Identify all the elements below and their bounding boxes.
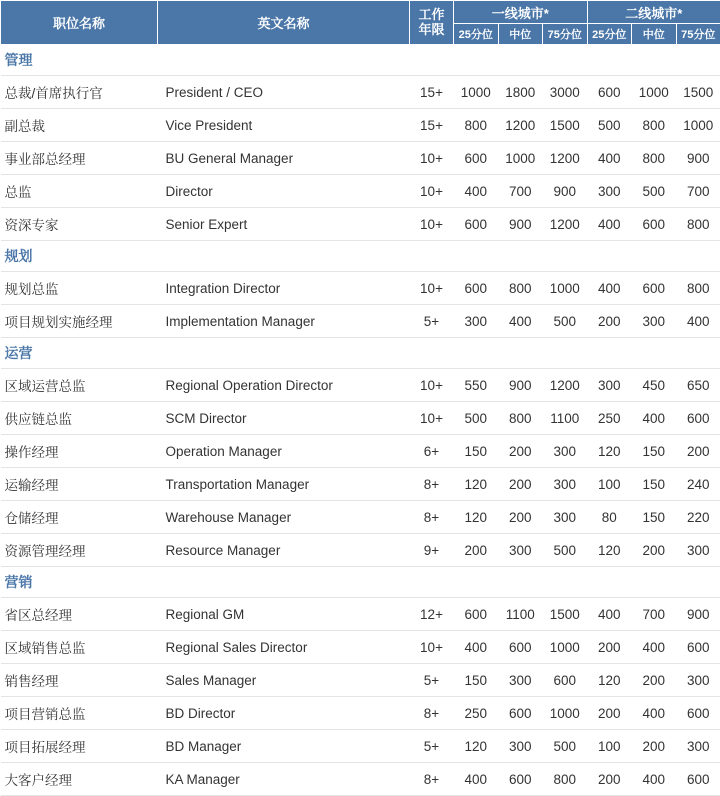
tier2-p50: 400 [632,697,677,730]
tier1-p25: 120 [454,730,499,763]
work-years: 10+ [410,402,454,435]
tier2-p25: 200 [587,763,632,796]
table-row [1,468,720,501]
tier2-p75: 800 [676,272,720,305]
tier1-p50: 1000 [498,142,543,175]
tier2-p75: 200 [676,435,720,468]
work-years: 15+ [410,109,454,142]
job-title-en: BD Director [158,697,410,730]
table-row [1,76,720,109]
tier1-p75: 300 [543,501,588,534]
work-years: 10+ [410,142,454,175]
tier2-p75: 600 [676,763,720,796]
group-header-row [1,45,720,76]
tier2-p25: 400 [587,598,632,631]
table-row [1,763,720,796]
tier2-p25: 100 [587,730,632,763]
tier2-p75: 900 [676,142,720,175]
column-header-tier2-p25: 25分位 [587,24,632,45]
table-row [1,697,720,730]
tier2-p75: 600 [676,402,720,435]
tier2-p75: 300 [676,664,720,697]
tier2-p25: 120 [587,435,632,468]
job-title-en: Sales Manager [158,664,410,697]
column-header-job-title-en: 英文名称 [158,1,410,45]
tier2-p75: 400 [676,305,720,338]
job-title-cn: 项目营销总监 [1,697,158,730]
column-header-tier1-p75: 75分位 [543,24,588,45]
work-years: 5+ [410,730,454,763]
tier1-p50: 900 [498,369,543,402]
tier2-p50: 300 [632,305,677,338]
table-row [1,534,720,567]
table-row [1,208,720,241]
tier1-p25: 600 [454,142,499,175]
job-title-en: Warehouse Manager [158,501,410,534]
tier2-p75: 650 [676,369,720,402]
job-title-cn: 项目拓展经理 [1,730,158,763]
job-title-en: BD Manager [158,730,410,763]
table-row [1,598,720,631]
work-years: 5+ [410,305,454,338]
column-header-tier1-city: 一线城市* [454,1,588,24]
job-title-cn: 供应链总监 [1,402,158,435]
tier1-p25: 400 [454,763,499,796]
tier2-p25: 80 [587,501,632,534]
tier1-p75: 1000 [543,272,588,305]
work-years: 5+ [410,664,454,697]
table-header [1,1,720,45]
table-row [1,142,720,175]
tier2-p50: 150 [632,435,677,468]
tier2-p25: 300 [587,175,632,208]
group-header-row [1,338,720,369]
job-title-cn: 区域运营总监 [1,369,158,402]
tier1-p75: 300 [543,468,588,501]
tier2-p75: 800 [676,208,720,241]
tier2-p50: 200 [632,730,677,763]
tier1-p25: 600 [454,208,499,241]
tier1-p50: 300 [498,730,543,763]
tier2-p75: 600 [676,631,720,664]
job-title-cn: 销售经理 [1,664,158,697]
tier1-p25: 150 [454,664,499,697]
job-title-en: President / CEO [158,76,410,109]
work-years-line1: 工作 [418,7,444,22]
work-years: 8+ [410,468,454,501]
work-years: 10+ [410,272,454,305]
job-title-en: Senior Expert [158,208,410,241]
tier1-p50: 900 [498,208,543,241]
tier1-p75: 500 [543,730,588,763]
work-years: 8+ [410,697,454,730]
tier2-p50: 400 [632,631,677,664]
tier1-p50: 600 [498,697,543,730]
work-years: 10+ [410,175,454,208]
tier2-p75: 1000 [676,109,720,142]
tier1-p75: 1100 [543,402,588,435]
column-header-job-title-cn: 职位名称 [1,1,158,45]
job-title-en: Vice President [158,109,410,142]
tier1-p50: 200 [498,501,543,534]
tier1-p50: 1800 [498,76,543,109]
job-title-en: SCM Director [158,402,410,435]
group-label: 规划 [1,241,720,272]
tier2-p75: 1500 [676,76,720,109]
tier2-p50: 500 [632,175,677,208]
tier2-p25: 400 [587,208,632,241]
tier1-p50: 300 [498,534,543,567]
group-header-row [1,567,720,598]
tier2-p25: 200 [587,305,632,338]
work-years: 8+ [410,763,454,796]
group-label: 管理 [1,45,720,76]
tier1-p25: 200 [454,534,499,567]
job-title-en: Integration Director [158,272,410,305]
tier2-p25: 300 [587,369,632,402]
tier2-p25: 200 [587,631,632,664]
tier1-p25: 250 [454,697,499,730]
tier1-p50: 800 [498,402,543,435]
tier2-p75: 300 [676,730,720,763]
tier1-p75: 1200 [543,208,588,241]
table-row [1,175,720,208]
job-title-cn: 区域销售总监 [1,631,158,664]
group-label: 营销 [1,567,720,598]
tier2-p75: 300 [676,534,720,567]
tier2-p50: 200 [632,534,677,567]
tier1-p25: 400 [454,631,499,664]
job-title-en: KA Manager [158,763,410,796]
tier2-p25: 400 [587,142,632,175]
table-row [1,631,720,664]
tier2-p50: 800 [632,109,677,142]
job-title-cn: 项目规划实施经理 [1,305,158,338]
tier1-p25: 800 [454,109,499,142]
tier2-p75: 240 [676,468,720,501]
group-label: 运营 [1,338,720,369]
tier1-p50: 200 [498,435,543,468]
tier1-p75: 300 [543,435,588,468]
tier2-p25: 120 [587,664,632,697]
tier1-p50: 600 [498,631,543,664]
tier1-p50: 700 [498,175,543,208]
table-row [1,272,720,305]
tier1-p75: 500 [543,534,588,567]
job-title-cn: 事业部总经理 [1,142,158,175]
tier2-p50: 150 [632,468,677,501]
tier2-p25: 200 [587,697,632,730]
tier1-p75: 1200 [543,142,588,175]
column-header-tier2-p75: 75分位 [676,24,720,45]
table-row [1,402,720,435]
column-header-tier2-city: 二线城市* [587,1,720,24]
job-title-cn: 大客户经理 [1,763,158,796]
tier2-p25: 500 [587,109,632,142]
job-title-cn: 总监 [1,175,158,208]
tier2-p75: 700 [676,175,720,208]
job-title-en: Regional Operation Director [158,369,410,402]
job-title-en: Director [158,175,410,208]
tier1-p25: 500 [454,402,499,435]
tier1-p50: 1200 [498,109,543,142]
tier1-p25: 120 [454,501,499,534]
group-header-row [1,241,720,272]
job-title-cn: 运输经理 [1,468,158,501]
tier1-p75: 1200 [543,369,588,402]
job-title-cn: 副总裁 [1,109,158,142]
job-title-en: Regional GM [158,598,410,631]
tier1-p75: 1000 [543,697,588,730]
tier1-p25: 400 [454,175,499,208]
work-years: 10+ [410,369,454,402]
job-title-en: Transportation Manager [158,468,410,501]
job-title-en: BU General Manager [158,142,410,175]
job-title-cn: 省区总经理 [1,598,158,631]
tier1-p75: 1500 [543,598,588,631]
work-years: 10+ [410,208,454,241]
tier1-p50: 200 [498,468,543,501]
job-title-cn: 规划总监 [1,272,158,305]
tier2-p25: 600 [587,76,632,109]
tier2-p75: 220 [676,501,720,534]
tier2-p50: 1000 [632,76,677,109]
table-row [1,369,720,402]
work-years: 12+ [410,598,454,631]
tier2-p50: 400 [632,402,677,435]
column-header-tier1-p50: 中位 [498,24,543,45]
table-row [1,664,720,697]
tier1-p50: 800 [498,272,543,305]
table-row [1,435,720,468]
tier1-p75: 1000 [543,631,588,664]
tier1-p75: 600 [543,664,588,697]
tier1-p50: 600 [498,763,543,796]
work-years: 9+ [410,534,454,567]
job-title-en: Operation Manager [158,435,410,468]
table-row [1,501,720,534]
job-title-en: Regional Sales Director [158,631,410,664]
job-title-cn: 操作经理 [1,435,158,468]
table-row [1,730,720,763]
work-years: 15+ [410,76,454,109]
tier2-p50: 600 [632,208,677,241]
tier2-p25: 400 [587,272,632,305]
tier1-p75: 500 [543,305,588,338]
tier1-p50: 400 [498,305,543,338]
tier1-p50: 300 [498,664,543,697]
work-years: 6+ [410,435,454,468]
column-header-tier1-p25: 25分位 [454,24,499,45]
tier2-p75: 600 [676,697,720,730]
tier1-p25: 300 [454,305,499,338]
work-years: 8+ [410,501,454,534]
job-title-en: Implementation Manager [158,305,410,338]
tier2-p50: 400 [632,763,677,796]
job-title-cn: 资源管理经理 [1,534,158,567]
tier1-p50: 1100 [498,598,543,631]
tier2-p25: 120 [587,534,632,567]
job-title-en: Resource Manager [158,534,410,567]
work-years-line2: 年限 [418,22,444,37]
tier1-p75: 1500 [543,109,588,142]
tier1-p75: 900 [543,175,588,208]
job-title-cn: 资深专家 [1,208,158,241]
table-row [1,305,720,338]
tier2-p50: 200 [632,664,677,697]
tier1-p25: 600 [454,598,499,631]
table-row [1,109,720,142]
tier2-p50: 800 [632,142,677,175]
tier1-p25: 120 [454,468,499,501]
tier1-p25: 150 [454,435,499,468]
job-title-cn: 仓储经理 [1,501,158,534]
tier2-p50: 600 [632,272,677,305]
work-years: 10+ [410,631,454,664]
table-body [1,45,720,796]
tier2-p50: 700 [632,598,677,631]
column-header-work-years [410,1,454,45]
tier1-p25: 1000 [454,76,499,109]
tier2-p25: 100 [587,468,632,501]
job-title-cn: 总裁/首席执行官 [1,76,158,109]
column-header-tier2-p50: 中位 [632,24,677,45]
tier1-p25: 600 [454,272,499,305]
tier2-p50: 150 [632,501,677,534]
tier1-p75: 3000 [543,76,588,109]
tier1-p25: 550 [454,369,499,402]
tier2-p25: 250 [587,402,632,435]
tier2-p50: 450 [632,369,677,402]
tier2-p75: 900 [676,598,720,631]
tier1-p75: 800 [543,763,588,796]
